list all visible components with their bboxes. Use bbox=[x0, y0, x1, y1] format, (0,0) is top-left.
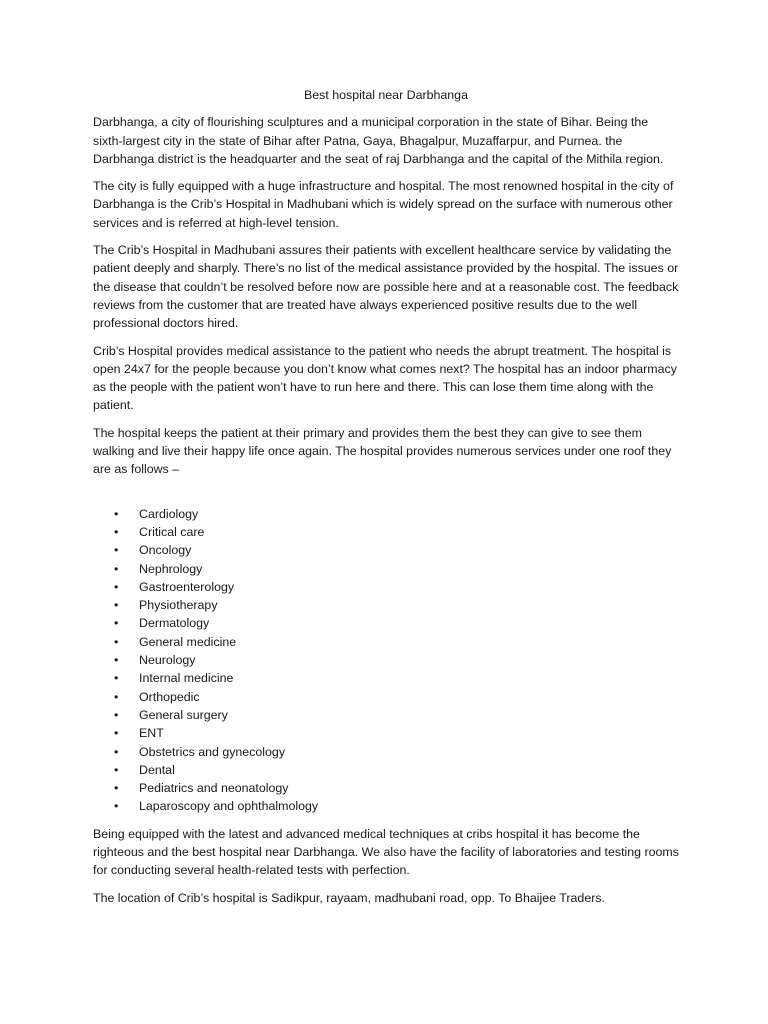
list-item: • Neurology bbox=[93, 651, 679, 669]
list-item: • Cardiology bbox=[93, 505, 679, 523]
paragraph-advanced-techniques: Being equipped with the latest and advanced medical techniques at cribs hospital it has become the righteous and the best hospital near Darbhanga. We also have the facility of laboratories and testing rooms for conducting several health-related tests with perfection. bbox=[93, 826, 679, 878]
document-body bbox=[93, 86, 679, 916]
paragraph-infrastructure: The city is fully equipped with a huge infrastructure and hospital. The most renowned hospital in the city of Darbhanga is the Crib’s Hospital in Madhubani which is widely spread on the surface with numerous other services and is referred at high-level tension. bbox=[93, 179, 674, 230]
list-item: • Obstetrics and gynecology bbox=[93, 743, 679, 761]
paragraph-open-24x7: Crib’s Hospital provides medical assistance to the patient who needs the abrupt treatment. The hospital is open 24x7 for the people because you don’t know what comes next? The hospital has an indoor pharmacy as the people with the patient won’t have to run here and there. This can lose them time along with the patient. bbox=[93, 343, 677, 413]
list-item: • Physiotherapy bbox=[93, 596, 679, 614]
list-item: • Dental bbox=[93, 761, 679, 779]
list-item: • Internal medicine bbox=[93, 669, 679, 687]
document-title: Best hospital near Darbhanga bbox=[304, 88, 468, 102]
list-item: • ENT bbox=[93, 724, 679, 742]
list-item: • General surgery bbox=[93, 706, 679, 724]
paragraph-services-intro: The hospital keeps the patient at their primary and provides them the best they can give to see them walking and live their happy life once again. The hospital provides numerous services under one roof they are as follows – bbox=[93, 425, 672, 477]
list-item: • Dermatology bbox=[93, 614, 679, 632]
paragraph-healthcare-service: The Crib’s Hospital in Madhubani assures their patients with excellent healthcare service by validating the patient deeply and sharply. There’s no list of the medical assistance provided by the hospital. The issues or the disease that couldn’t be resolved before now are possible here and at a reasonable cost. The feedback reviews from the customer that are treated have always experienced positive results due to the well professional doctors hired. bbox=[93, 243, 679, 331]
list-item: • Pediatrics and neonatology bbox=[93, 779, 679, 797]
list-item: • Orthopedic bbox=[93, 688, 679, 706]
paragraph-location: The location of Crib’s hospital is Sadikpur, rayaam, madhubani road, opp. To Bhaijee Traders. bbox=[93, 890, 605, 905]
list-item: • Critical care bbox=[93, 523, 679, 541]
list-spacer bbox=[93, 488, 679, 505]
list-item: • General medicine bbox=[93, 633, 679, 651]
list-item: • Laparoscopy and ophthalmology bbox=[93, 797, 679, 815]
list-item: • Oncology bbox=[93, 541, 679, 559]
list-item: • Gastroenterology bbox=[93, 578, 679, 596]
services-list bbox=[93, 505, 679, 816]
list-item: • Nephrology bbox=[93, 560, 679, 578]
paragraph-intro: Darbhanga, a city of flourishing sculptures and a municipal corporation in the state of Bihar. Being the sixth-largest city in the state of Bihar after Patna, Gaya, Bhagalpur, Muzaffarpur, and Purnea. the Darbhanga district is the headquarter and the seat of raj Darbhanga and the capital of the Mithila region. bbox=[93, 115, 664, 166]
